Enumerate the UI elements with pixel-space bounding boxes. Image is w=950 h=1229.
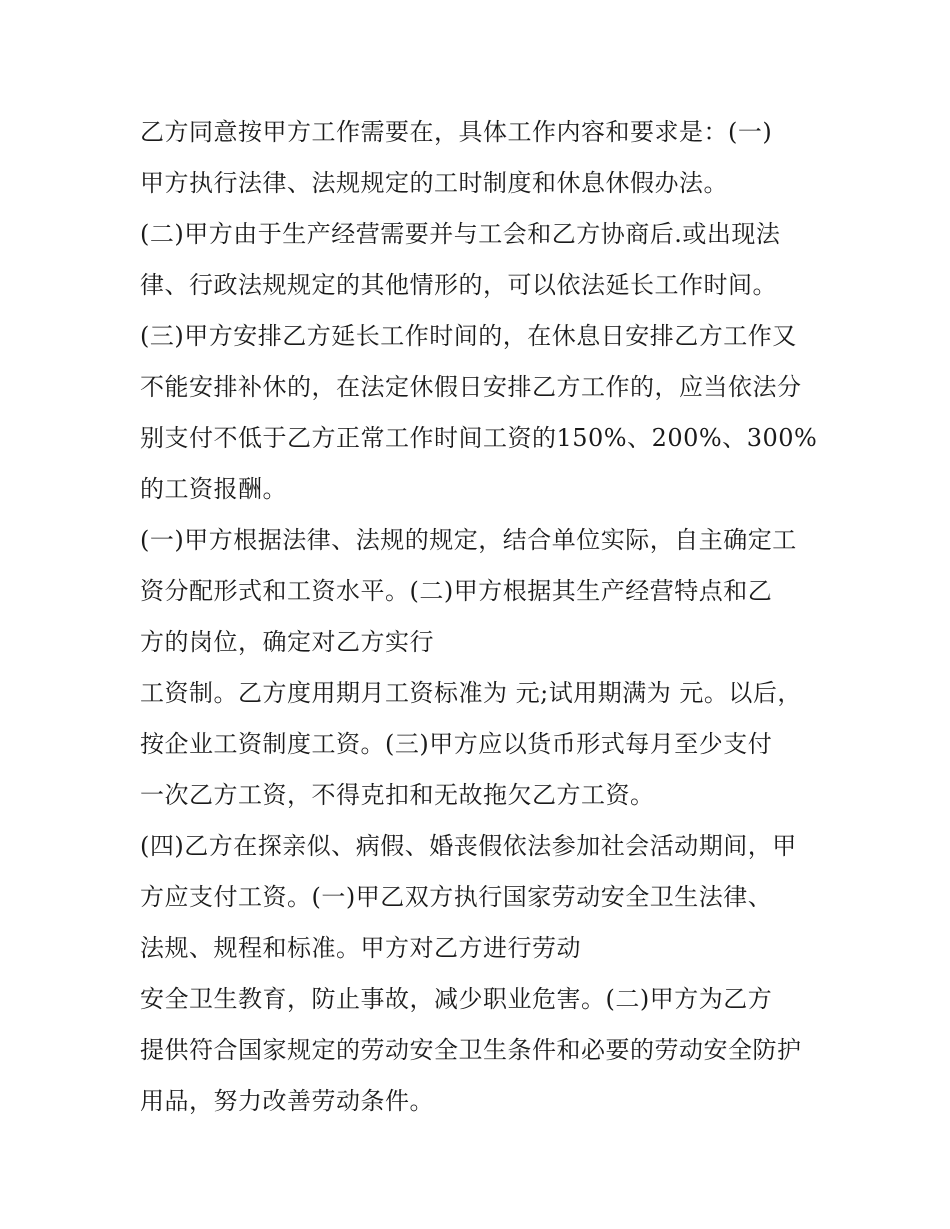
text-line: 一次乙方工资，不得克扣和无故拖欠乙方工资。 bbox=[140, 781, 655, 809]
text-line: 方应支付工资。(一)甲乙双方执行国家劳动安全卫生法律、 bbox=[140, 883, 773, 911]
text-line: 不能安排补休的，在法定休假日安排乙方工作的，应当依法分 bbox=[140, 373, 802, 401]
document-body bbox=[140, 107, 830, 1127]
text-line: 的工资报酬。 bbox=[140, 475, 287, 503]
text-line: (三)甲方安排乙方延长工作时间的，在休息日安排乙方工作又 bbox=[140, 322, 797, 350]
text-line: (二)甲方由于生产经营需要并与工会和乙方协商后.或出现法 bbox=[140, 220, 781, 248]
text-line: 按企业工资制度工资。(三)甲方应以货币形式每月至少支付 bbox=[140, 730, 773, 758]
text-line: (一)甲方根据法律、法规的规定，结合单位实际，自主确定工 bbox=[140, 526, 797, 554]
text-line: 法规、规程和标准。甲方对乙方进行劳动 bbox=[140, 934, 581, 962]
text-line: 乙方同意按甲方工作需要在，具体工作内容和要求是：(一) bbox=[140, 118, 773, 146]
text-line: 提供符合国家规定的劳动安全卫生条件和必要的劳动安全防护 bbox=[140, 1036, 802, 1064]
text-line: 律、行政法规规定的其他情形的，可以依法延长工作时间。 bbox=[140, 271, 777, 299]
text-line: (四)乙方在探亲似、病假、婚丧假依法参加社会活动期间，甲 bbox=[140, 832, 797, 860]
text-line: 别支付不低于乙方正常工作时间工资的150%、200%、300% bbox=[140, 424, 818, 452]
text-line: 工资制。乙方度用期月工资标准为 元;试用期满为 元。以后， bbox=[140, 679, 802, 707]
text-line: 资分配形式和工资水平。(二)甲方根据其生产经营特点和乙 bbox=[140, 577, 773, 605]
text-line: 用品，努力改善劳动条件。 bbox=[140, 1087, 434, 1115]
text-line: 方的岗位，确定对乙方实行 bbox=[140, 628, 434, 656]
text-line: 甲方执行法律、法规规定的工时制度和休息休假办法。 bbox=[140, 169, 728, 197]
text-line: 安全卫生教育，防止事故，减少职业危害。(二)甲方为乙方 bbox=[140, 985, 773, 1013]
